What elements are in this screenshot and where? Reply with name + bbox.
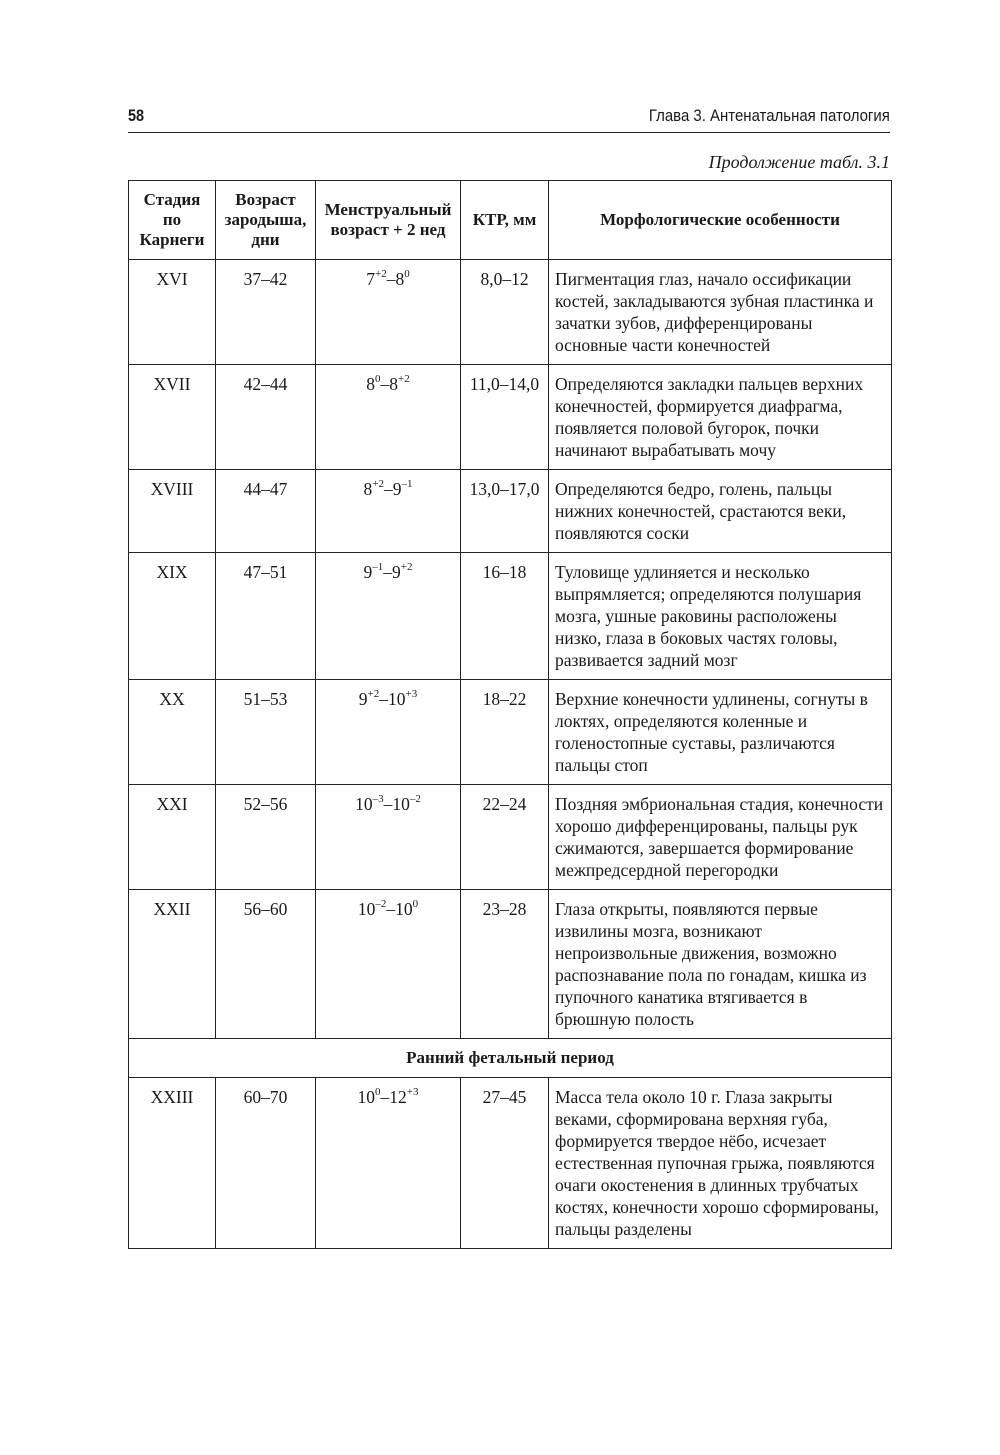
stage-cell: XXII bbox=[129, 890, 216, 1039]
page-number: 58 bbox=[128, 106, 145, 125]
page-header bbox=[128, 104, 890, 133]
age-cell: 47–51 bbox=[216, 553, 316, 680]
table-row bbox=[129, 1078, 892, 1249]
ctr-cell: 18–22 bbox=[461, 680, 549, 785]
table-row bbox=[129, 470, 892, 553]
chapter-title: Глава 3. Антенатальная патология bbox=[649, 106, 890, 125]
column-header-menstrual-age: Менструальный возраст + 2 нед bbox=[316, 181, 461, 260]
stage-cell: XXI bbox=[129, 785, 216, 890]
table-row bbox=[129, 680, 892, 785]
stage-cell: XIX bbox=[129, 553, 216, 680]
ctr-cell: 22–24 bbox=[461, 785, 549, 890]
morphology-cell: Туловище удлиняется и несколько выпрямляется; определяются полушария мозга, ушные раковины расположены низко, глаза в боковых частях головы, развивается задний мозг bbox=[549, 553, 892, 680]
menstrual-age-cell: $7^{+2}-8^0$ bbox=[316, 260, 461, 365]
age-cell: 60–70 bbox=[216, 1078, 316, 1249]
age-cell: 52–56 bbox=[216, 785, 316, 890]
age-cell: 51–53 bbox=[216, 680, 316, 785]
table-caption: Продолжение табл. 3.1 bbox=[708, 152, 890, 172]
column-header-stage: Стадия по Карнеги bbox=[129, 181, 216, 260]
menstrual-age-cell: $8^{+2}-9^{-1}$ bbox=[316, 470, 461, 553]
morphology-cell: Поздняя эмбриональная стадия, конечности хорошо дифференцированы, пальцы рук сжимаются, завершается формирование межпредсердной перегородки bbox=[549, 785, 892, 890]
age-cell: 56–60 bbox=[216, 890, 316, 1039]
carnegie-stages-table bbox=[128, 180, 892, 1249]
stage-cell: XVII bbox=[129, 365, 216, 470]
ctr-cell: 16–18 bbox=[461, 553, 549, 680]
menstrual-age-cell: $8^0-8^{+2}$ bbox=[316, 365, 461, 470]
morphology-cell: Глаза открыты, появляются первые извилины мозга, возникают непроизвольные движения, возможно распознавание пола по гонадам, кишка из пупочного канатика втягивается в брюшную полость bbox=[549, 890, 892, 1039]
age-cell: 44–47 bbox=[216, 470, 316, 553]
section-label: Ранний фетальный период bbox=[129, 1039, 892, 1078]
menstrual-age-cell: $10^{-2}-10^0$ bbox=[316, 890, 461, 1039]
column-header-age: Возраст зародыша, дни bbox=[216, 181, 316, 260]
stage-cell: XVIII bbox=[129, 470, 216, 553]
section-row bbox=[129, 1039, 892, 1078]
column-header-morphology: Морфологические особенности bbox=[549, 181, 892, 260]
table-row bbox=[129, 260, 892, 365]
stage-cell: XXIII bbox=[129, 1078, 216, 1249]
menstrual-age-cell: $10^0-12^{+3}$ bbox=[316, 1078, 461, 1249]
age-cell: 37–42 bbox=[216, 260, 316, 365]
table-header-row bbox=[129, 181, 892, 260]
table-row bbox=[129, 553, 892, 680]
column-header-ctr: КТР, мм bbox=[461, 181, 549, 260]
morphology-cell: Определяются закладки пальцев верхних конечностей, формируется диафрагма, появляется половой бугорок, почки начинают вырабатывать мочу bbox=[549, 365, 892, 470]
ctr-cell: 27–45 bbox=[461, 1078, 549, 1249]
stage-cell: XX bbox=[129, 680, 216, 785]
morphology-cell: Верхние конечности удлинены, согнуты в локтях, определяются коленные и голеностопные суставы, различаются пальцы стоп bbox=[549, 680, 892, 785]
table-row bbox=[129, 890, 892, 1039]
menstrual-age-cell: $10^{-3}-10^{-2}$ bbox=[316, 785, 461, 890]
table-row bbox=[129, 365, 892, 470]
morphology-cell: Пигментация глаз, начало оссификации костей, закладываются зубная пластинка и зачатки зубов, дифференцированы основные части конечностей bbox=[549, 260, 892, 365]
ctr-cell: 8,0–12 bbox=[461, 260, 549, 365]
stage-cell: XVI bbox=[129, 260, 216, 365]
morphology-cell: Масса тела около 10 г. Глаза закрыты веками, сформирована верхняя губа, формируется твердое нёбо, исчезает естественная пупочная грыжа, появляются очаги окостенения в длинных трубчатых костях, конечности хорошо сформированы, пальцы разделены bbox=[549, 1078, 892, 1249]
ctr-cell: 11,0–14,0 bbox=[461, 365, 549, 470]
ctr-cell: 23–28 bbox=[461, 890, 549, 1039]
menstrual-age-cell: $9^{-1}-9^{+2}$ bbox=[316, 553, 461, 680]
morphology-cell: Определяются бедро, голень, пальцы нижних конечностей, срастаются веки, появляются соски bbox=[549, 470, 892, 553]
age-cell: 42–44 bbox=[216, 365, 316, 470]
ctr-cell: 13,0–17,0 bbox=[461, 470, 549, 553]
table-row bbox=[129, 785, 892, 890]
menstrual-age-cell: $9^{+2}-10^{+3}$ bbox=[316, 680, 461, 785]
